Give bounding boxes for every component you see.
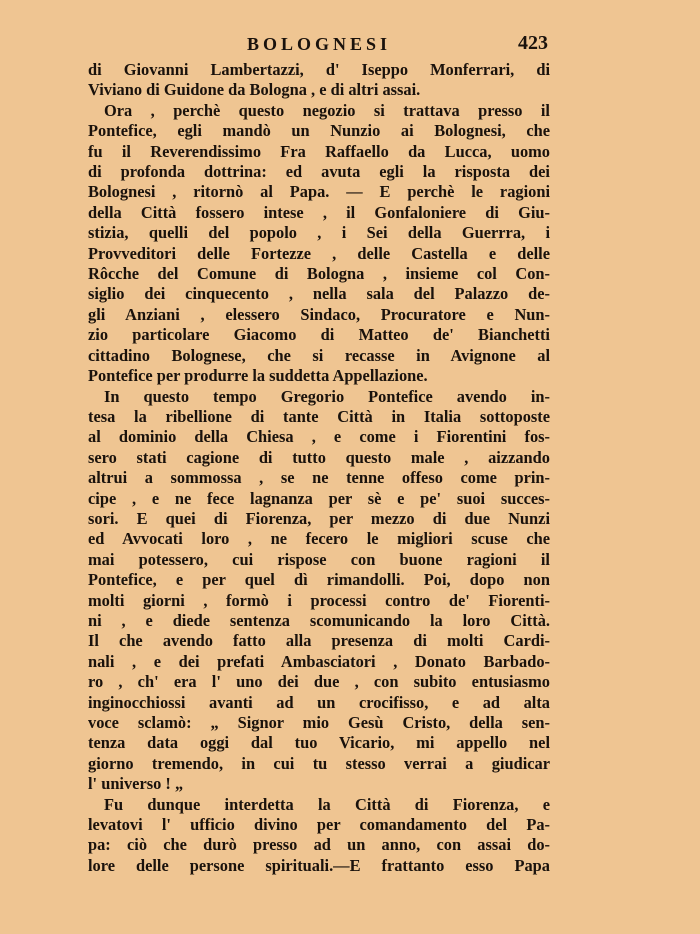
- text-line: di Giovanni Lambertazzi, d' Iseppo Monferrari, di: [88, 60, 550, 79]
- text-line: pa: ciò che durò presso ad un anno, con assai do-: [88, 835, 550, 855]
- page-number: 423: [518, 32, 548, 54]
- text-line: lore delle persone spirituali.—E frattanto esso Papa: [88, 855, 550, 875]
- body-text: [88, 60, 550, 876]
- text-line: Il che avendo fatto alla presenza di molti Cardi-: [88, 631, 550, 651]
- text-line: ed Avvocati loro , ne fecero le migliori scuse che: [88, 529, 550, 549]
- text-line: cipe , e ne fece lagnanza per sè e pe' suoi succes-: [88, 488, 550, 508]
- paragraph: [88, 795, 550, 877]
- text-line: In questo tempo Gregorio Pontefice avendo in-: [104, 386, 550, 406]
- text-line: gli Anziani , elessero Sindaco, Procuratore e Nun-: [88, 304, 550, 324]
- text-line: giorno tremendo, in cui tu stesso verrai a giudicar: [88, 753, 550, 773]
- text-line: ro , ch' era l' uno dei due , con subito entusiasmo: [88, 672, 550, 692]
- text-line: zio particolare Giacomo di Matteo de' Bianchetti: [88, 325, 550, 345]
- text-line: al dominio della Chiesa , e come i Fiorentini fos-: [88, 427, 550, 447]
- text-line: mai potessero, cui rispose con buone ragioni il: [88, 549, 550, 569]
- text-line: Fu dunque interdetta la Città di Fiorenza, e: [104, 794, 550, 814]
- text-line: Ora , perchè questo negozio si trattava presso il: [104, 100, 550, 120]
- text-line: tenza data oggi dal tuo Vicario, mi appello nel: [88, 733, 550, 753]
- text-line: Pontefice, egli mandò un Nunzio ai Bolognesi, che: [88, 121, 550, 141]
- paragraph: [88, 101, 550, 387]
- text-line: stizia, quelli del popolo , i Sei della Guerrra, i: [88, 223, 550, 243]
- text-line: siglio dei cinquecento , nella sala del Palazzo de-: [88, 284, 550, 304]
- text-line: sero stati cagione di tutto questo male , aizzando: [88, 447, 550, 467]
- paragraph: [88, 387, 550, 795]
- text-line: sori. E quei di Fiorenza, per mezzo di due Nunzi: [88, 508, 550, 528]
- text-line: levatovi l' ufficio divino per comandamento del Pa-: [88, 815, 550, 835]
- text-line: Viviano di Guidone da Bologna , e di altri assai.: [88, 80, 421, 100]
- page-header: [88, 30, 550, 60]
- text-line: ni , e diede sentenza scomunicando la loro Città.: [88, 610, 550, 630]
- text-line: tesa la ribellione di tante Città in Italia sottoposte: [88, 406, 550, 426]
- text-line: altrui a sommossa , se ne tenne offeso come prin-: [88, 468, 550, 488]
- text-line: di profonda dottrina: ed avuta egli la risposta dei: [88, 162, 550, 182]
- text-line: Provveditori delle Fortezze , delle Castella e delle: [88, 243, 550, 263]
- text-line: Pontefice, e per quel dì rimandolli. Poi, dopo non: [88, 570, 550, 590]
- text-line: fu il Reverendissimo Fra Raffaello da Lucca, uomo: [88, 141, 550, 161]
- text-line: nali , e dei prefati Ambasciatori , Donato Barbado-: [88, 651, 550, 671]
- book-page: [88, 30, 550, 876]
- running-head: BOLOGNESI: [246, 34, 392, 54]
- text-line: della Città fossero intese , il Gonfaloniere di Giu-: [88, 202, 550, 222]
- text-line: molti giorni , formò i processi contro de' Fiorenti-: [88, 590, 550, 610]
- text-line: Pontefice per produrre la suddetta Appellazione.: [88, 366, 428, 386]
- paragraph: [88, 60, 550, 101]
- text-line: l' universo ! „: [88, 774, 184, 794]
- text-line: voce sclamò: „ Signor mio Gesù Cristo, della sen-: [88, 713, 550, 732]
- text-line: cittadino Bolognese, che si recasse in Avignone al: [88, 345, 550, 365]
- text-line: inginocchiossi avanti ad un crocifisso, e ad alta: [88, 692, 550, 712]
- text-line: Rôcche del Comune di Bologna , insieme col Con-: [88, 264, 550, 284]
- text-line: Bolognesi , ritornò al Papa. — E perchè le ragioni: [88, 182, 550, 202]
